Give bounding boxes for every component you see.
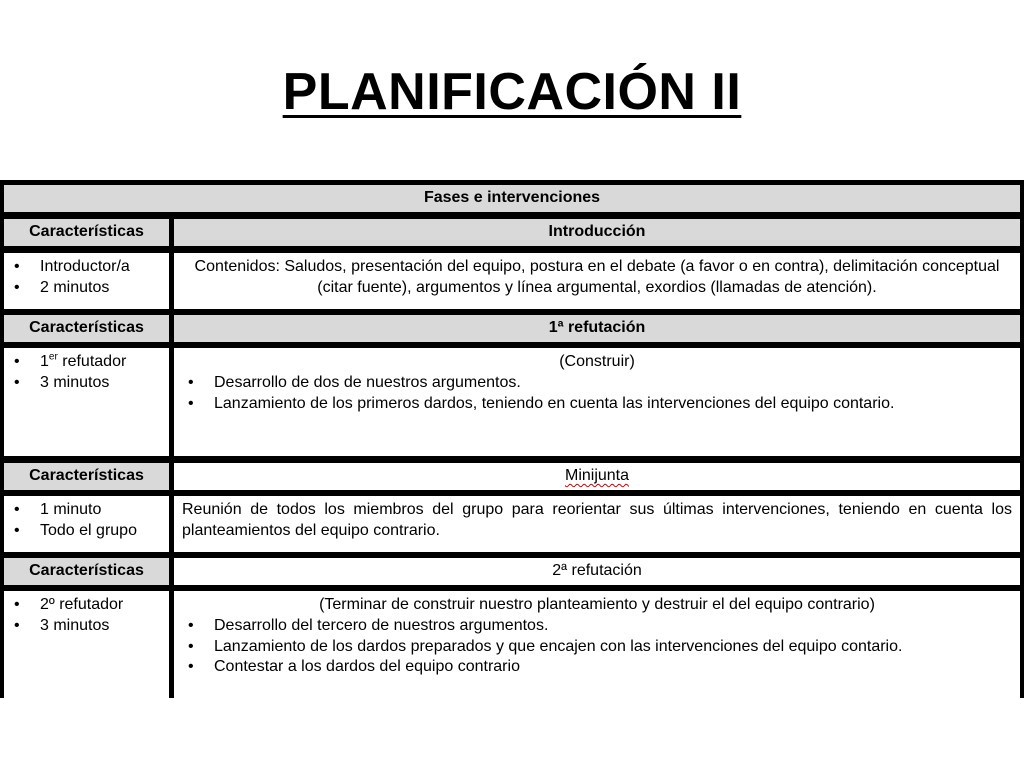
phase-title: Minijunta (564, 467, 630, 485)
phase-content-cell (174, 496, 1020, 552)
list-item: • Todo el grupo (10, 521, 163, 542)
list-item: • 3 minutos (10, 373, 163, 394)
slide-title-text: PLANIFICACIÓN II (282, 63, 742, 121)
slide-title (0, 62, 1024, 122)
characteristics-label: Características (29, 319, 144, 337)
table-heading-text: Fases e intervenciones (423, 189, 601, 207)
characteristics-label: Características (29, 223, 144, 241)
phases-table (0, 180, 1024, 698)
phase-header-introduccion (174, 219, 1020, 246)
characteristics-cell (4, 591, 169, 698)
phase-header-minijunta (174, 463, 1020, 490)
phase-header-1-refutacion (174, 315, 1020, 342)
characteristics-cell (4, 348, 169, 456)
list-item: • Contestar a los dardos del equipo contrario (184, 657, 1010, 678)
characteristics-header (4, 463, 169, 490)
phase-title: Introducción (548, 223, 646, 241)
list-item: • Introductor/a (10, 257, 163, 278)
ordinal-number: 1 (40, 353, 49, 370)
characteristics-header (4, 315, 169, 342)
ordinal-suffix: er (48, 351, 58, 363)
list-item: • 3 minutos (10, 616, 163, 637)
characteristics-cell (4, 496, 169, 552)
phase-content-cell (174, 348, 1020, 456)
role-text: refutador (57, 353, 127, 370)
list-item: • Lanzamiento de los primeros dardos, teniendo en cuenta las intervenciones del equipo contario. (184, 394, 1010, 415)
list-item: • Lanzamiento de los dardos preparados y que encajen con las intervenciones del equipo contario. (184, 637, 1010, 658)
characteristics-header (4, 219, 169, 246)
table-heading (4, 185, 1020, 212)
phase-content-cell (174, 591, 1020, 698)
characteristics-cell (4, 253, 169, 309)
list-item: • 1 minuto (10, 500, 163, 521)
phase-title: 2ª refutación (552, 562, 642, 580)
phase-content-text: Reunión de todos los miembros del grupo para reorientar sus últimas intervenciones, teniendo en cuenta los planteamientos del equipo contrario. (182, 501, 1012, 539)
phase-lead: (Terminar de construir nuestro planteamiento y destruir el del equipo contrario) (319, 596, 875, 613)
list-item: • Desarrollo de dos de nuestros argumentos. (184, 373, 1010, 394)
phase-content-text: Contenidos: Saludos, presentación del equipo, postura en el debate (a favor o en contra), delimitación conceptual (citar fuente), argumentos y línea argumental, exordios (llamadas de atención). (194, 258, 1000, 296)
phase-lead: (Construir) (559, 353, 635, 370)
phase-content-cell (174, 253, 1020, 309)
characteristics-header (4, 558, 169, 585)
list-item (10, 352, 163, 373)
characteristics-label: Características (29, 562, 144, 580)
list-item: • Desarrollo del tercero de nuestros argumentos. (184, 616, 1010, 637)
list-item: • 2º refutador (10, 595, 163, 616)
list-item: • 2 minutos (10, 278, 163, 299)
characteristics-label: Características (29, 467, 144, 485)
phase-header-2-refutacion (174, 558, 1020, 585)
phase-title: 1ª refutación (548, 319, 646, 337)
